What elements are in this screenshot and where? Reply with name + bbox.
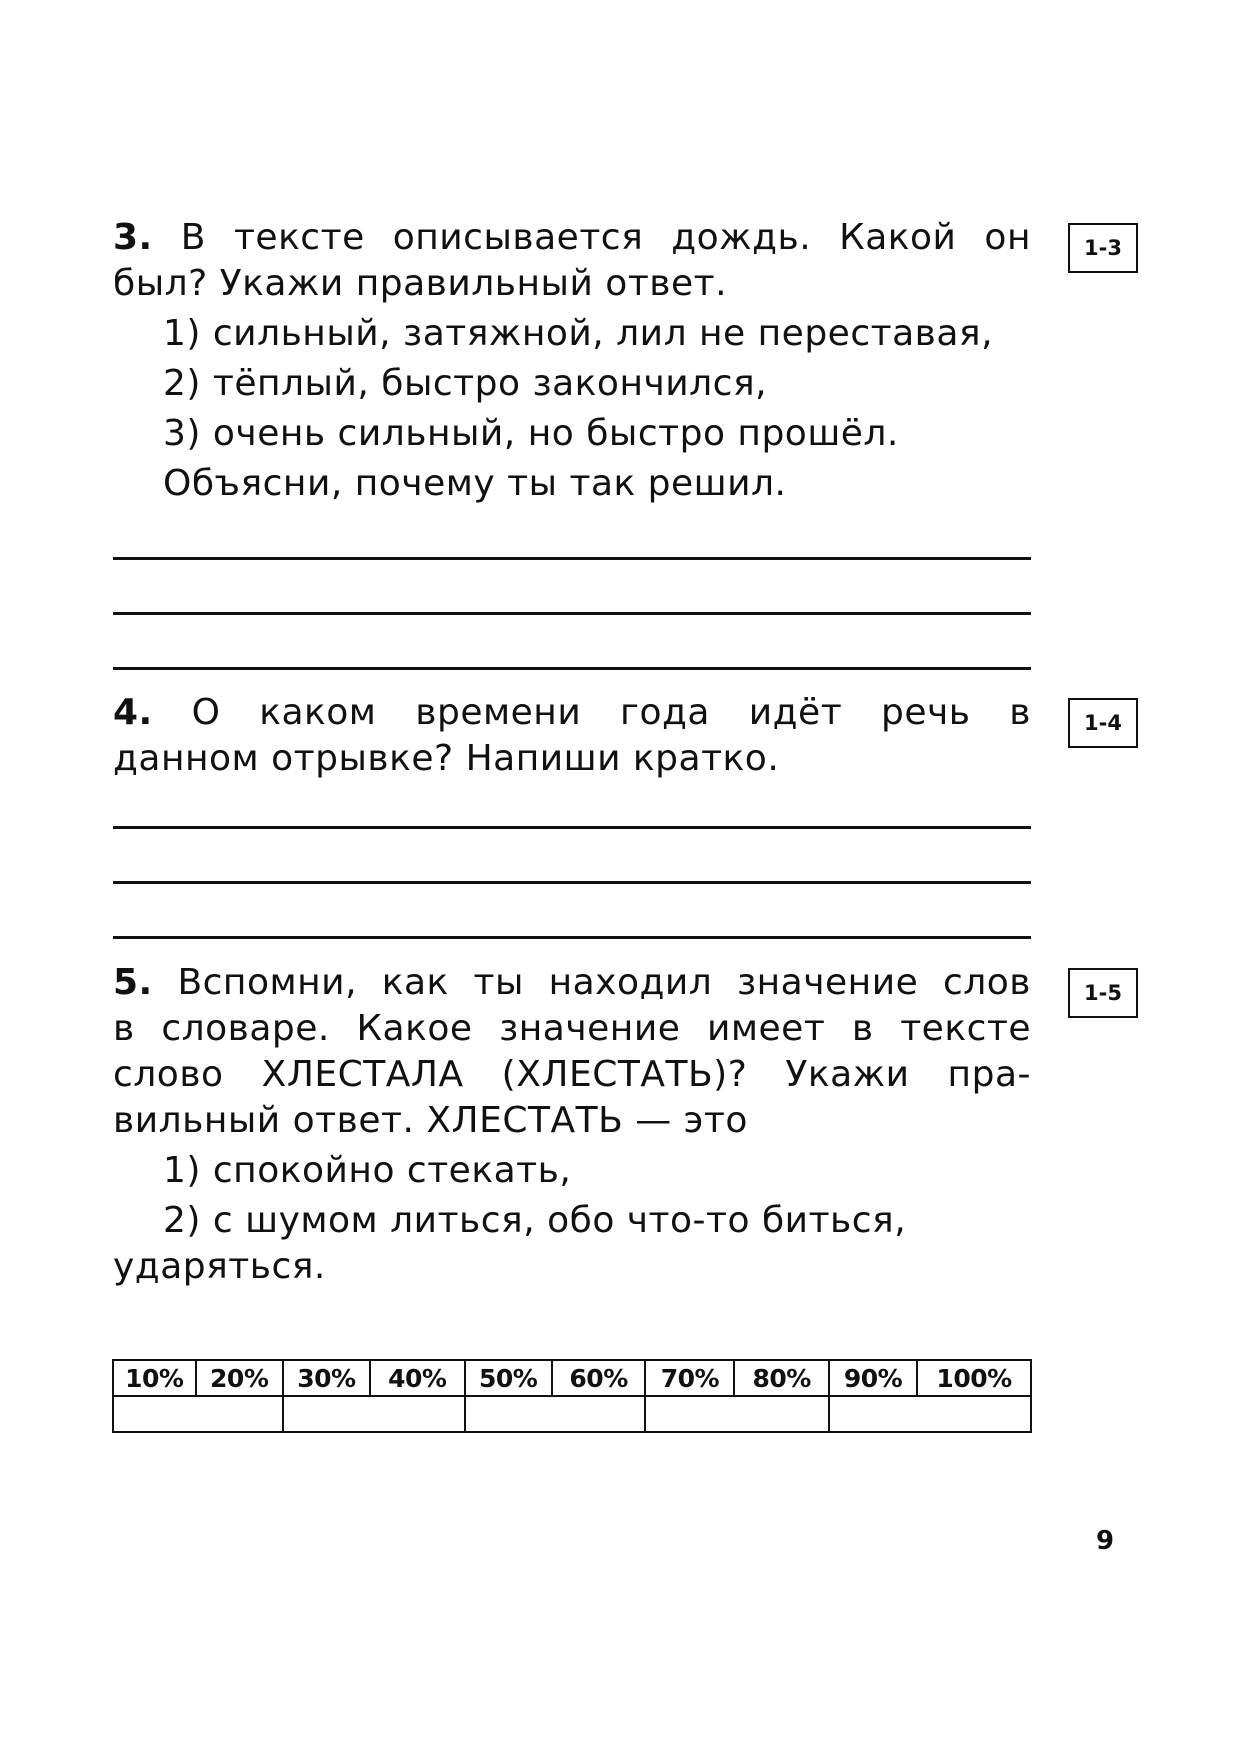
task-3-note: Объясни, почему ты так решил. <box>163 463 787 504</box>
answer-line[interactable] <box>113 936 1031 939</box>
answer-line[interactable] <box>113 612 1031 615</box>
task-4-question-line-2: данном отрывке? Напиши кратко. <box>113 738 780 779</box>
page-number: 9 <box>1096 1526 1115 1556</box>
task-4 <box>113 690 1031 782</box>
task-5-question-line-1: 5. Вспомни, как ты находил значение слов <box>113 962 1031 1003</box>
progress-scale-table <box>112 1359 1032 1433</box>
task-3-option-2: 2) тёплый, быстро закончился, <box>163 363 768 404</box>
task-4-number: 4. <box>113 692 153 733</box>
progress-scale-header-row <box>113 1360 1031 1396</box>
task-5-option-2-continuation: ударяться. <box>113 1246 326 1287</box>
task-3-option-1: 1) сильный, затяжной, лил не переставая, <box>163 313 994 354</box>
progress-scale-cell: 40% <box>370 1360 465 1396</box>
task-5 <box>113 960 1031 1290</box>
task-3-code-box: 1-3 <box>1068 223 1138 273</box>
answer-line[interactable] <box>113 881 1031 884</box>
task-5-question-line-4: вильный ответ. ХЛЕСТАТЬ — это <box>113 1100 748 1141</box>
task-5-option-2: 2) с шумом литься, обо что-то биться, <box>163 1200 907 1241</box>
progress-scale-cell: 30% <box>283 1360 370 1396</box>
task-3-question-line-1: 3. В тексте описывается дождь. Какой он <box>113 217 1031 258</box>
progress-answer-cell[interactable] <box>829 1396 1031 1432</box>
task-5-code-box: 1-5 <box>1068 968 1138 1018</box>
progress-answer-cell[interactable] <box>113 1396 283 1432</box>
task-4-code-box: 1-4 <box>1068 698 1138 748</box>
task-3-option-3: 3) очень сильный, но быстро прошёл. <box>163 413 899 454</box>
task-5-question-line-2: в словаре. Какое значение имеет в тексте <box>113 1008 1031 1049</box>
task-4-question-line-1: 4. О каком времени года идёт речь в <box>113 692 1031 733</box>
progress-answer-cell[interactable] <box>645 1396 829 1432</box>
task-5-question-line-3: слово ХЛЕСТАЛА (ХЛЕСТАТЬ)? Укажи пра- <box>113 1054 1031 1095</box>
progress-scale-cell: 70% <box>645 1360 734 1396</box>
answer-line[interactable] <box>113 826 1031 829</box>
progress-scale-cell: 90% <box>829 1360 917 1396</box>
task-3-number: 3. <box>113 217 153 258</box>
task-3 <box>113 215 1031 507</box>
answer-line[interactable] <box>113 557 1031 560</box>
progress-scale-cell: 100% <box>917 1360 1031 1396</box>
task-5-number: 5. <box>113 962 153 1003</box>
task-5-option-1: 1) спокойно стекать, <box>163 1150 572 1191</box>
progress-scale-cell: 10% <box>113 1360 196 1396</box>
progress-scale-cell: 50% <box>465 1360 552 1396</box>
task-3-question-line-2: был? Укажи правильный ответ. <box>113 263 728 304</box>
answer-line[interactable] <box>113 667 1031 670</box>
progress-scale-answer-row <box>113 1396 1031 1432</box>
progress-answer-cell[interactable] <box>465 1396 646 1432</box>
progress-scale-cell: 80% <box>734 1360 829 1396</box>
progress-scale-cell: 60% <box>552 1360 646 1396</box>
progress-answer-cell[interactable] <box>283 1396 465 1432</box>
progress-scale-cell: 20% <box>196 1360 283 1396</box>
